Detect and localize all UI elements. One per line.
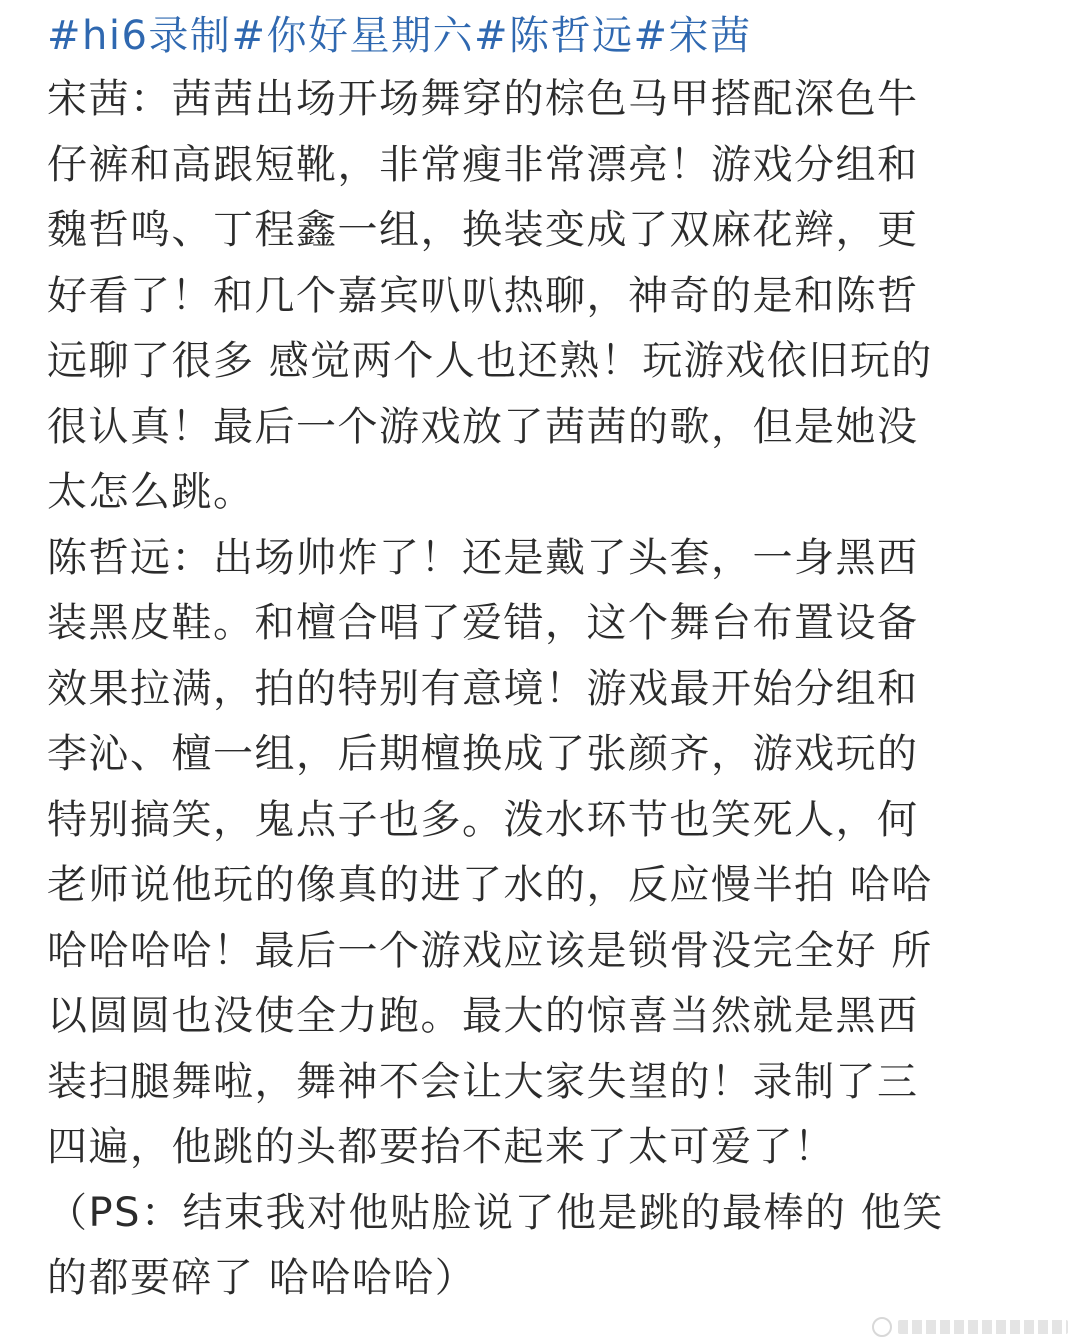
hashtag-link[interactable]: #hi6录制 [47, 13, 232, 59]
text-line: 效果拉满，拍的特别有意境！游戏最开始分组和 [47, 665, 919, 712]
text-line: 太怎么跳。 [47, 469, 255, 515]
text-line: 仔裤和高跟短靴，非常瘦非常漂亮！游戏分组和 [47, 141, 919, 188]
watermark-text-graphic [898, 1320, 1068, 1334]
hashtag-link[interactable]: #宋茜 [633, 13, 752, 59]
watermark-logo-icon [872, 1317, 892, 1337]
text-line: 陈哲远：出场帅炸了！还是戴了头套，一身黑西 [47, 534, 919, 581]
text-line: （PS：结束我对他贴脸说了他是跳的最棒的 他笑 [47, 1189, 944, 1236]
text-line: 宋茜：茜茜出场开场舞穿的棕色马甲搭配深色牛 [47, 76, 919, 122]
text-line: 哈哈哈哈！最后一个游戏应该是锁骨没完全好 所 [47, 927, 933, 974]
text-line: 老师说他玩的像真的进了水的，反应慢半拍 哈哈 [47, 862, 933, 908]
hashtag-link[interactable]: #陈哲远 [473, 13, 634, 59]
text-line: 魏哲鸣、丁程鑫一组，换装变成了双麻花辫，更 [47, 207, 919, 253]
text-line: 很认真！最后一个游戏放了茜茜的歌，但是她没 [47, 403, 919, 450]
text-line: 的都要碎了 哈哈哈哈） [47, 1255, 477, 1301]
text-line: 远聊了很多 感觉两个人也还熟！玩游戏依旧玩的 [47, 338, 933, 384]
text-line: 李沁、檀一组，后期檀换成了张颜齐，游戏玩的 [47, 731, 919, 777]
text-line: 特别搞笑，鬼点子也多。泼水环节也笑死人，何 [47, 796, 919, 843]
hashtag-link[interactable]: #你好星期六 [231, 13, 474, 59]
text-line: 以圆圆也没使全力跑。最大的惊喜当然就是黑西 [47, 993, 919, 1039]
watermark [872, 1316, 1068, 1338]
text-line: 四遍，他跳的头都要抬不起来了太可爱了！ [47, 1124, 836, 1170]
hashtag-row [47, 8, 1030, 64]
post-paragraph-song-qian [47, 67, 1030, 526]
text-line: 好看了！和几个嘉宾叭叭热聊，神奇的是和陈哲 [47, 272, 919, 319]
text-line: 装黑皮鞋。和檀合唱了爱错，这个舞台布置设备 [47, 600, 919, 646]
post-paragraph-chen-zheyuan [47, 526, 1030, 1312]
text-line: 装扫腿舞啦，舞神不会让大家失望的！录制了三 [47, 1058, 919, 1105]
